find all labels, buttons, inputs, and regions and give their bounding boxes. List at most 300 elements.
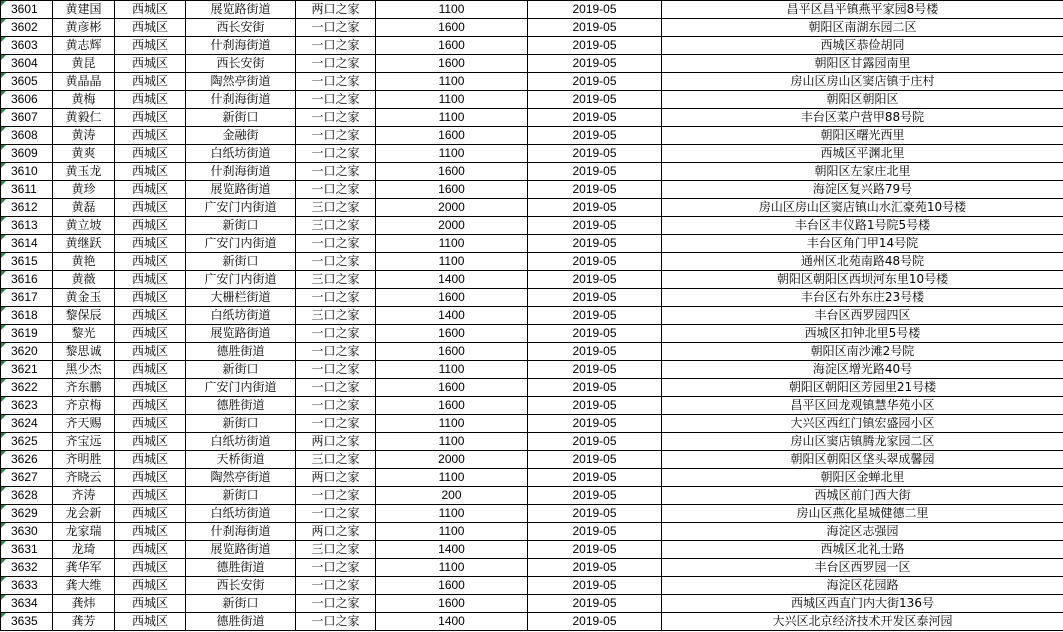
name-cell[interactable] [53, 73, 115, 91]
name-cell[interactable] [53, 541, 115, 559]
cell-text: 西城区恭俭胡同 [820, 38, 905, 52]
name-cell[interactable] [53, 19, 115, 37]
household-cell[interactable] [296, 199, 376, 217]
amount-cell[interactable] [376, 415, 528, 433]
household-cell[interactable] [296, 307, 376, 325]
number-stored-as-text-marker-icon [1, 487, 6, 492]
name-cell[interactable] [53, 163, 115, 181]
district-cell[interactable] [115, 451, 186, 469]
date-cell[interactable] [528, 91, 662, 109]
street-cell[interactable] [186, 559, 296, 577]
street-cell[interactable] [186, 505, 296, 523]
household-cell[interactable] [296, 181, 376, 199]
street-cell[interactable] [186, 127, 296, 145]
date-cell[interactable] [528, 217, 662, 235]
row-number-cell[interactable] [1, 541, 53, 559]
date-cell[interactable] [528, 109, 662, 127]
name-cell[interactable] [53, 37, 115, 55]
row-number-cell[interactable] [1, 1, 53, 19]
name-cell[interactable] [53, 145, 115, 163]
street-cell[interactable] [186, 235, 296, 253]
household-cell[interactable] [296, 1, 376, 19]
street-cell[interactable] [186, 613, 296, 631]
household-cell[interactable] [296, 613, 376, 631]
street-cell[interactable] [186, 361, 296, 379]
cell-text: 房山区窦店镇腾龙家园二区 [790, 434, 935, 448]
row-number-cell[interactable] [1, 145, 53, 163]
street-cell[interactable] [186, 379, 296, 397]
street-cell[interactable] [186, 577, 296, 595]
household-cell[interactable] [296, 217, 376, 235]
district-cell[interactable] [115, 343, 186, 361]
name-cell[interactable] [53, 469, 115, 487]
date-cell[interactable] [528, 469, 662, 487]
address-cell[interactable] [662, 559, 1063, 577]
row-number-cell[interactable] [1, 109, 53, 127]
household-cell[interactable] [296, 19, 376, 37]
row-number-cell[interactable] [1, 361, 53, 379]
district-cell[interactable] [115, 469, 186, 487]
amount-cell[interactable] [376, 433, 528, 451]
street-cell[interactable] [186, 343, 296, 361]
district-cell[interactable] [115, 325, 186, 343]
address-cell[interactable] [662, 235, 1063, 253]
amount-cell[interactable] [376, 127, 528, 145]
row-number-cell[interactable] [1, 91, 53, 109]
amount-cell[interactable] [376, 181, 528, 199]
district-cell[interactable] [115, 199, 186, 217]
household-cell[interactable] [296, 451, 376, 469]
address-cell[interactable] [662, 361, 1063, 379]
row-number-cell[interactable] [1, 487, 53, 505]
street-cell[interactable] [186, 451, 296, 469]
district-cell[interactable] [115, 55, 186, 73]
street-cell[interactable] [186, 253, 296, 271]
address-cell[interactable] [662, 181, 1063, 199]
date-cell[interactable] [528, 253, 662, 271]
street-cell[interactable] [186, 487, 296, 505]
district-cell[interactable] [115, 271, 186, 289]
household-cell[interactable] [296, 433, 376, 451]
street-cell[interactable] [186, 397, 296, 415]
row-number-cell[interactable] [1, 415, 53, 433]
district-cell[interactable] [115, 559, 186, 577]
amount-cell[interactable] [376, 541, 528, 559]
row-number-cell[interactable] [1, 325, 53, 343]
name-cell[interactable] [53, 595, 115, 613]
household-cell[interactable] [296, 109, 376, 127]
row-number-cell[interactable] [1, 505, 53, 523]
date-cell[interactable] [528, 235, 662, 253]
district-cell[interactable] [115, 613, 186, 631]
amount-cell[interactable] [376, 55, 528, 73]
date-cell[interactable] [528, 613, 662, 631]
address-cell[interactable] [662, 541, 1063, 559]
street-cell[interactable] [186, 325, 296, 343]
street-cell[interactable] [186, 469, 296, 487]
date-cell[interactable] [528, 559, 662, 577]
district-cell[interactable] [115, 433, 186, 451]
address-cell[interactable] [662, 415, 1063, 433]
district-cell[interactable] [115, 415, 186, 433]
amount-cell[interactable] [376, 613, 528, 631]
household-cell[interactable] [296, 559, 376, 577]
address-cell[interactable] [662, 397, 1063, 415]
address-cell[interactable] [662, 37, 1063, 55]
row-number-cell[interactable] [1, 55, 53, 73]
row-number-cell[interactable] [1, 307, 53, 325]
date-cell[interactable] [528, 397, 662, 415]
date-cell[interactable] [528, 505, 662, 523]
district-cell[interactable] [115, 181, 186, 199]
amount-cell[interactable] [376, 595, 528, 613]
amount-cell[interactable] [376, 451, 528, 469]
district-cell[interactable] [115, 541, 186, 559]
household-cell[interactable] [296, 487, 376, 505]
row-number-cell[interactable] [1, 343, 53, 361]
street-cell[interactable] [186, 55, 296, 73]
household-cell[interactable] [296, 577, 376, 595]
row-number-cell[interactable] [1, 271, 53, 289]
name-cell[interactable] [53, 307, 115, 325]
amount-cell[interactable] [376, 109, 528, 127]
date-cell[interactable] [528, 361, 662, 379]
cell-text: 展览路街道 [210, 2, 271, 16]
date-cell[interactable] [528, 19, 662, 37]
address-cell[interactable] [662, 271, 1063, 289]
cell-text: 齐京梅 [65, 398, 102, 412]
number-stored-as-text-marker-icon [1, 109, 6, 114]
address-cell[interactable] [662, 613, 1063, 631]
address-cell[interactable] [662, 19, 1063, 37]
district-cell[interactable] [115, 37, 186, 55]
household-cell[interactable] [296, 91, 376, 109]
district-cell[interactable] [115, 307, 186, 325]
name-cell[interactable] [53, 577, 115, 595]
date-cell[interactable] [528, 541, 662, 559]
address-cell[interactable] [662, 1, 1063, 19]
cell-text: 新街口 [222, 488, 259, 502]
address-cell[interactable] [662, 577, 1063, 595]
household-cell[interactable] [296, 415, 376, 433]
address-cell[interactable] [662, 433, 1063, 451]
row-number-cell[interactable] [1, 577, 53, 595]
street-cell[interactable] [186, 163, 296, 181]
district-cell[interactable] [115, 91, 186, 109]
household-cell[interactable] [296, 145, 376, 163]
name-cell[interactable] [53, 289, 115, 307]
row-number-cell[interactable] [1, 73, 53, 91]
row-number-cell[interactable] [1, 523, 53, 541]
amount-cell[interactable] [376, 19, 528, 37]
household-cell[interactable] [296, 73, 376, 91]
name-cell[interactable] [53, 361, 115, 379]
district-cell[interactable] [115, 145, 186, 163]
date-cell[interactable] [528, 55, 662, 73]
row-number-cell[interactable] [1, 253, 53, 271]
district-cell[interactable] [115, 1, 186, 19]
name-cell[interactable] [53, 613, 115, 631]
row-number-cell[interactable] [1, 37, 53, 55]
name-cell[interactable] [53, 433, 115, 451]
household-cell[interactable] [296, 127, 376, 145]
district-cell[interactable] [115, 109, 186, 127]
cell-text: 2019-05 [572, 506, 617, 520]
household-cell[interactable] [296, 505, 376, 523]
name-cell[interactable] [53, 451, 115, 469]
date-cell[interactable] [528, 127, 662, 145]
street-cell[interactable] [186, 1, 296, 19]
amount-cell[interactable] [376, 469, 528, 487]
street-cell[interactable] [186, 217, 296, 235]
row-number-cell[interactable] [1, 451, 53, 469]
cell-text: 2019-05 [572, 614, 617, 628]
address-cell[interactable] [662, 217, 1063, 235]
date-cell[interactable] [528, 487, 662, 505]
street-cell[interactable] [186, 91, 296, 109]
street-cell[interactable] [186, 37, 296, 55]
date-cell[interactable] [528, 523, 662, 541]
address-cell[interactable] [662, 451, 1063, 469]
amount-cell[interactable] [376, 523, 528, 541]
amount-cell[interactable] [376, 1, 528, 19]
row-number-cell[interactable] [1, 19, 53, 37]
name-cell[interactable] [53, 559, 115, 577]
name-cell[interactable] [53, 181, 115, 199]
street-cell[interactable] [186, 73, 296, 91]
name-cell[interactable] [53, 415, 115, 433]
name-cell[interactable] [53, 199, 115, 217]
date-cell[interactable] [528, 415, 662, 433]
household-cell[interactable] [296, 235, 376, 253]
household-cell[interactable] [296, 325, 376, 343]
row-number-cell[interactable] [1, 235, 53, 253]
cell-text: 3605 [11, 74, 38, 88]
amount-cell[interactable] [376, 487, 528, 505]
household-cell[interactable] [296, 397, 376, 415]
row-number-cell[interactable] [1, 127, 53, 145]
name-cell[interactable] [53, 127, 115, 145]
name-cell[interactable] [53, 1, 115, 19]
household-cell[interactable] [296, 523, 376, 541]
name-cell[interactable] [53, 523, 115, 541]
street-cell[interactable] [186, 541, 296, 559]
row-number-cell[interactable] [1, 199, 53, 217]
address-cell[interactable] [662, 325, 1063, 343]
date-cell[interactable] [528, 343, 662, 361]
row-number-cell[interactable] [1, 559, 53, 577]
amount-cell[interactable] [376, 577, 528, 595]
name-cell[interactable] [53, 91, 115, 109]
street-cell[interactable] [186, 271, 296, 289]
number-stored-as-text-marker-icon [1, 217, 6, 222]
household-cell[interactable] [296, 541, 376, 559]
address-cell[interactable] [662, 55, 1063, 73]
row-number-cell[interactable] [1, 433, 53, 451]
name-cell[interactable] [53, 505, 115, 523]
amount-cell[interactable] [376, 379, 528, 397]
street-cell[interactable] [186, 199, 296, 217]
street-cell[interactable] [186, 307, 296, 325]
row-number-cell[interactable] [1, 379, 53, 397]
street-cell[interactable] [186, 19, 296, 37]
household-cell[interactable] [296, 163, 376, 181]
household-cell[interactable] [296, 595, 376, 613]
street-cell[interactable] [186, 595, 296, 613]
row-number-cell[interactable] [1, 595, 53, 613]
address-cell[interactable] [662, 109, 1063, 127]
district-cell[interactable] [115, 397, 186, 415]
number-stored-as-text-marker-icon [1, 199, 6, 204]
district-cell[interactable] [115, 595, 186, 613]
date-cell[interactable] [528, 73, 662, 91]
date-cell[interactable] [528, 433, 662, 451]
street-cell[interactable] [186, 145, 296, 163]
street-cell[interactable] [186, 181, 296, 199]
date-cell[interactable] [528, 163, 662, 181]
district-cell[interactable] [115, 127, 186, 145]
cell-text: 黄毅仁 [65, 110, 102, 124]
household-cell[interactable] [296, 361, 376, 379]
household-cell[interactable] [296, 271, 376, 289]
name-cell[interactable] [53, 235, 115, 253]
street-cell[interactable] [186, 415, 296, 433]
street-cell[interactable] [186, 109, 296, 127]
address-cell[interactable] [662, 523, 1063, 541]
date-cell[interactable] [528, 271, 662, 289]
district-cell[interactable] [115, 379, 186, 397]
address-cell[interactable] [662, 199, 1063, 217]
address-cell[interactable] [662, 289, 1063, 307]
date-cell[interactable] [528, 289, 662, 307]
name-cell[interactable] [53, 55, 115, 73]
district-cell[interactable] [115, 487, 186, 505]
household-cell[interactable] [296, 343, 376, 361]
name-cell[interactable] [53, 487, 115, 505]
row-number-cell[interactable] [1, 289, 53, 307]
amount-cell[interactable] [376, 343, 528, 361]
address-cell[interactable] [662, 505, 1063, 523]
row-number-cell[interactable] [1, 181, 53, 199]
cell-text: 广安门内街道 [204, 236, 277, 250]
district-cell[interactable] [115, 253, 186, 271]
amount-cell[interactable] [376, 199, 528, 217]
household-cell[interactable] [296, 289, 376, 307]
amount-cell[interactable] [376, 37, 528, 55]
amount-cell[interactable] [376, 361, 528, 379]
address-cell[interactable] [662, 379, 1063, 397]
district-cell[interactable] [115, 505, 186, 523]
amount-cell[interactable] [376, 91, 528, 109]
table-row [1, 37, 1063, 55]
cell-text: 2019-05 [572, 272, 617, 286]
address-cell[interactable] [662, 469, 1063, 487]
date-cell[interactable] [528, 451, 662, 469]
address-cell[interactable] [662, 487, 1063, 505]
amount-cell[interactable] [376, 289, 528, 307]
amount-cell[interactable] [376, 325, 528, 343]
district-cell[interactable] [115, 361, 186, 379]
district-cell[interactable] [115, 217, 186, 235]
name-cell[interactable] [53, 343, 115, 361]
name-cell[interactable] [53, 271, 115, 289]
name-cell[interactable] [53, 217, 115, 235]
household-cell[interactable] [296, 469, 376, 487]
address-cell[interactable] [662, 307, 1063, 325]
cell-text: 一口之家 [311, 290, 360, 304]
date-cell[interactable] [528, 595, 662, 613]
row-number-cell[interactable] [1, 217, 53, 235]
cell-text: 1100 [438, 74, 465, 88]
name-cell[interactable] [53, 325, 115, 343]
amount-cell[interactable] [376, 271, 528, 289]
address-cell[interactable] [662, 163, 1063, 181]
household-cell[interactable] [296, 37, 376, 55]
date-cell[interactable] [528, 379, 662, 397]
date-cell[interactable] [528, 199, 662, 217]
household-cell[interactable] [296, 55, 376, 73]
district-cell[interactable] [115, 577, 186, 595]
date-cell[interactable] [528, 325, 662, 343]
row-number-cell[interactable] [1, 163, 53, 181]
district-cell[interactable] [115, 73, 186, 91]
district-cell[interactable] [115, 289, 186, 307]
address-cell[interactable] [662, 127, 1063, 145]
name-cell[interactable] [53, 109, 115, 127]
date-cell[interactable] [528, 307, 662, 325]
row-number-cell[interactable] [1, 613, 53, 631]
row-number-cell[interactable] [1, 397, 53, 415]
street-cell[interactable] [186, 433, 296, 451]
amount-cell[interactable] [376, 163, 528, 181]
amount-cell[interactable] [376, 235, 528, 253]
amount-cell[interactable] [376, 307, 528, 325]
date-cell[interactable] [528, 145, 662, 163]
amount-cell[interactable] [376, 253, 528, 271]
amount-cell[interactable] [376, 73, 528, 91]
address-cell[interactable] [662, 595, 1063, 613]
date-cell[interactable] [528, 1, 662, 19]
amount-cell[interactable] [376, 145, 528, 163]
amount-cell[interactable] [376, 559, 528, 577]
row-number-cell[interactable] [1, 469, 53, 487]
amount-cell[interactable] [376, 505, 528, 523]
amount-cell[interactable] [376, 217, 528, 235]
address-cell[interactable] [662, 253, 1063, 271]
street-cell[interactable] [186, 289, 296, 307]
household-cell[interactable] [296, 253, 376, 271]
district-cell[interactable] [115, 19, 186, 37]
address-cell[interactable] [662, 91, 1063, 109]
district-cell[interactable] [115, 235, 186, 253]
district-cell[interactable] [115, 523, 186, 541]
district-cell[interactable] [115, 163, 186, 181]
number-stored-as-text-marker-icon [1, 253, 6, 258]
address-cell[interactable] [662, 73, 1063, 91]
name-cell[interactable] [53, 397, 115, 415]
name-cell[interactable] [53, 379, 115, 397]
date-cell[interactable] [528, 181, 662, 199]
address-cell[interactable] [662, 145, 1063, 163]
amount-cell[interactable] [376, 397, 528, 415]
address-cell[interactable] [662, 343, 1063, 361]
household-cell[interactable] [296, 379, 376, 397]
street-cell[interactable] [186, 523, 296, 541]
name-cell[interactable] [53, 253, 115, 271]
cell-text: 朝阳区南沙滩2号院 [810, 344, 915, 358]
date-cell[interactable] [528, 37, 662, 55]
date-cell[interactable] [528, 577, 662, 595]
